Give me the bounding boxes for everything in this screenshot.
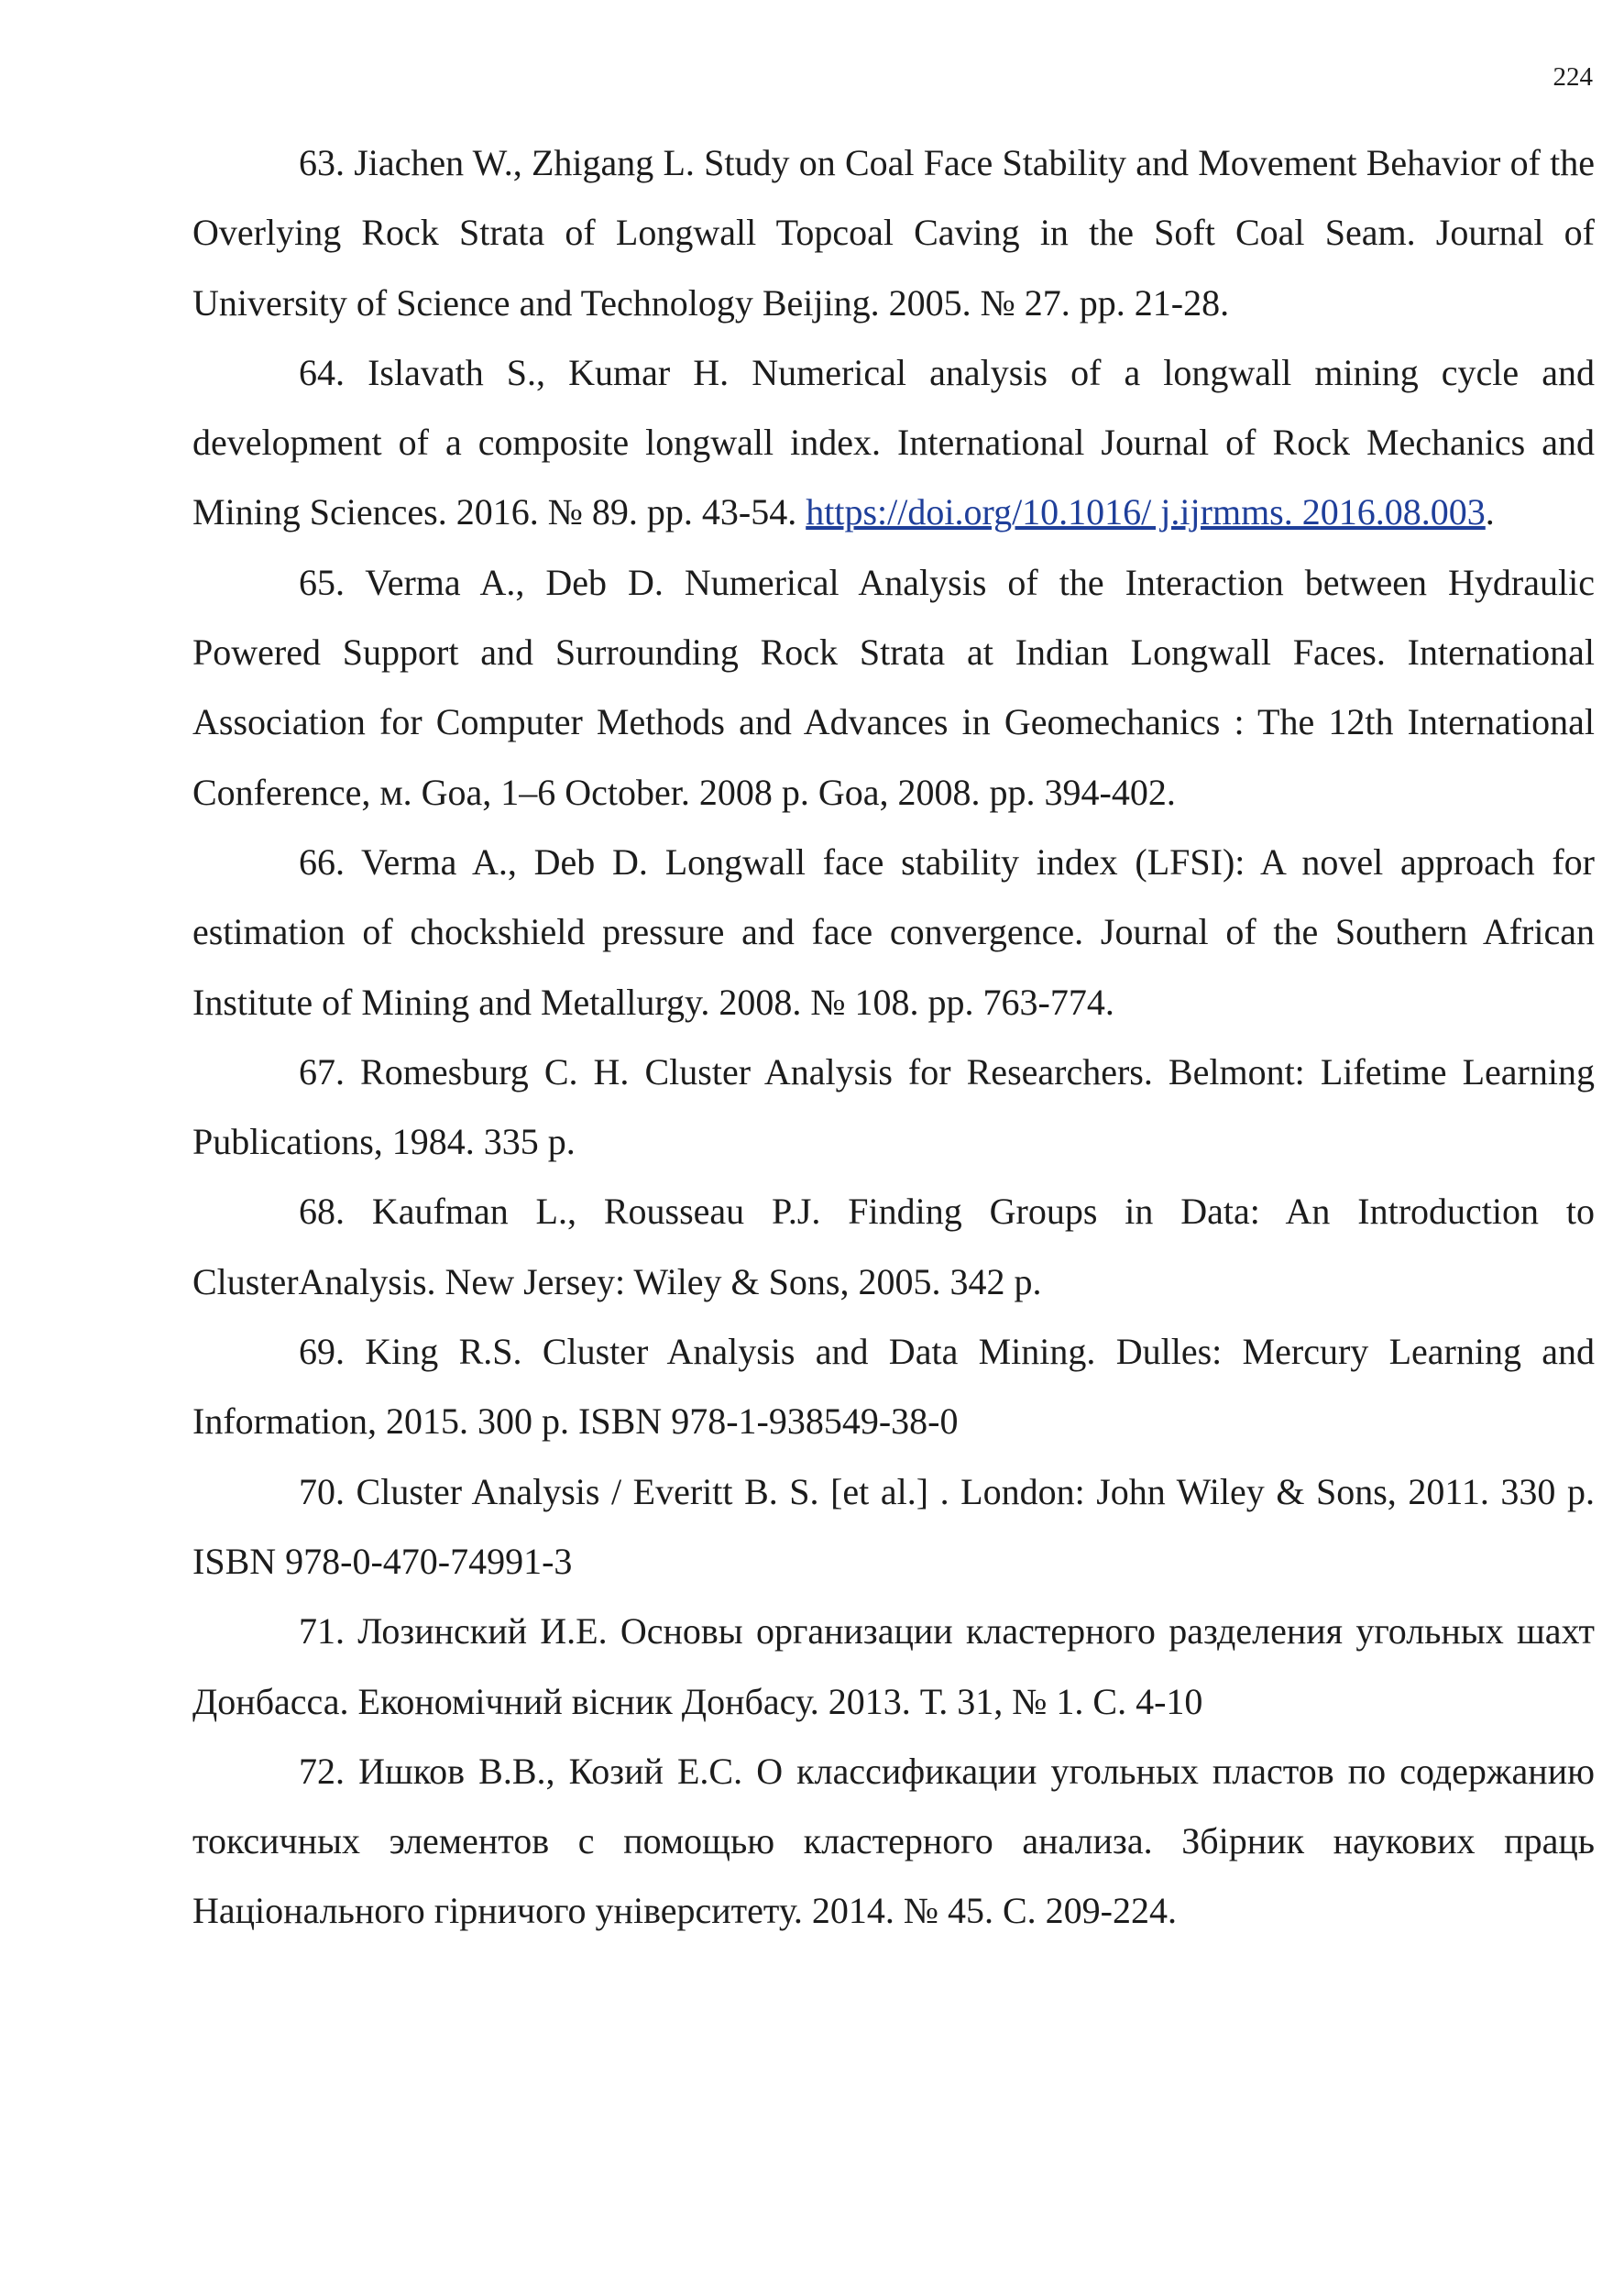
reference-68: 68. Kaufman L., Rousseau P.J. Finding Groups in Data: An Introduction to ClusterAnalysis. New Jersey: Wiley & Sons, 2005. 342 p. — [192, 1191, 1595, 1302]
doi-link[interactable]: https://doi.org/10.1016/ j.ijrmms. 2016.08.003 — [806, 491, 1486, 533]
reference-71: 71. Лозинский И.Е. Основы организации кластерного разделения угольных шахт Донбасса. Економічний вісник Донбасу. 2013. Т. 31, № 1. С. 4-10 — [192, 1610, 1595, 1722]
reference-67: 67. Romesburg C. H. Cluster Analysis for Researchers. Belmont: Lifetime Learning Publications, 1984. 335 p. — [192, 1050, 1595, 1163]
reference-63: 63. Jiachen W., Zhigang L. Study on Coal Face Stability and Movement Behavior of the Overlying Rock Strata of Longwall Topcoal Caving in the Soft Coal Seam. Journal of University of Science and Technology Beijing. 2005. № 27. pp. 21-28. — [192, 142, 1595, 324]
reference-70: 70. Cluster Analysis / Everitt B. S. [et al.] . London: John Wiley & Sons, 2011. 330 p. ISBN 978-0-470-74991-3 — [192, 1470, 1595, 1582]
reference-list — [192, 128, 1595, 1947]
page-number: 224 — [1553, 62, 1593, 92]
reference-64 — [192, 338, 1595, 548]
reference-64-text: 64. Islavath S., Kumar H. Numerical analysis of a longwall mining cycle and development of a composite longwall index. International Journal of Rock Mechanics and Mining Sciences. 2016. № 89. pp. 43-54. — [192, 351, 1595, 533]
reference-64-tail: . — [1485, 491, 1495, 533]
reference-69: 69. King R.S. Cluster Analysis and Data Mining. Dulles: Mercury Learning and Information, 2015. 300 p. ISBN 978-1-938549-38-0 — [192, 1331, 1595, 1443]
reference-66: 66. Verma A., Deb D. Longwall face stability index (LFSI): A novel approach for estimation of chockshield pressure and face convergence. Journal of the Southern African Institute of Mining and Metallurgy. 2008. № 108. pp. 763-774. — [192, 840, 1595, 1023]
reference-72: 72. Ишков В.В., Козий Е.С. О классификации угольных пластов по содержанию токсичных элементов с помощью кластерного анализа. Збірник наукових праць Національного гірничого університету. 2014. № 45. С. 209-224. — [192, 1750, 1595, 1932]
reference-65: 65. Verma A., Deb D. Numerical Analysis of the Interaction between Hydraulic Powered Support and Surrounding Rock Strata at Indian Longwall Faces. International Association for Computer Methods and Advances in Geomechanics : The 12th International Conference, м. Goa, 1–6 October. 2008 p. Goa, 2008. pp. 394-402. — [192, 561, 1595, 813]
